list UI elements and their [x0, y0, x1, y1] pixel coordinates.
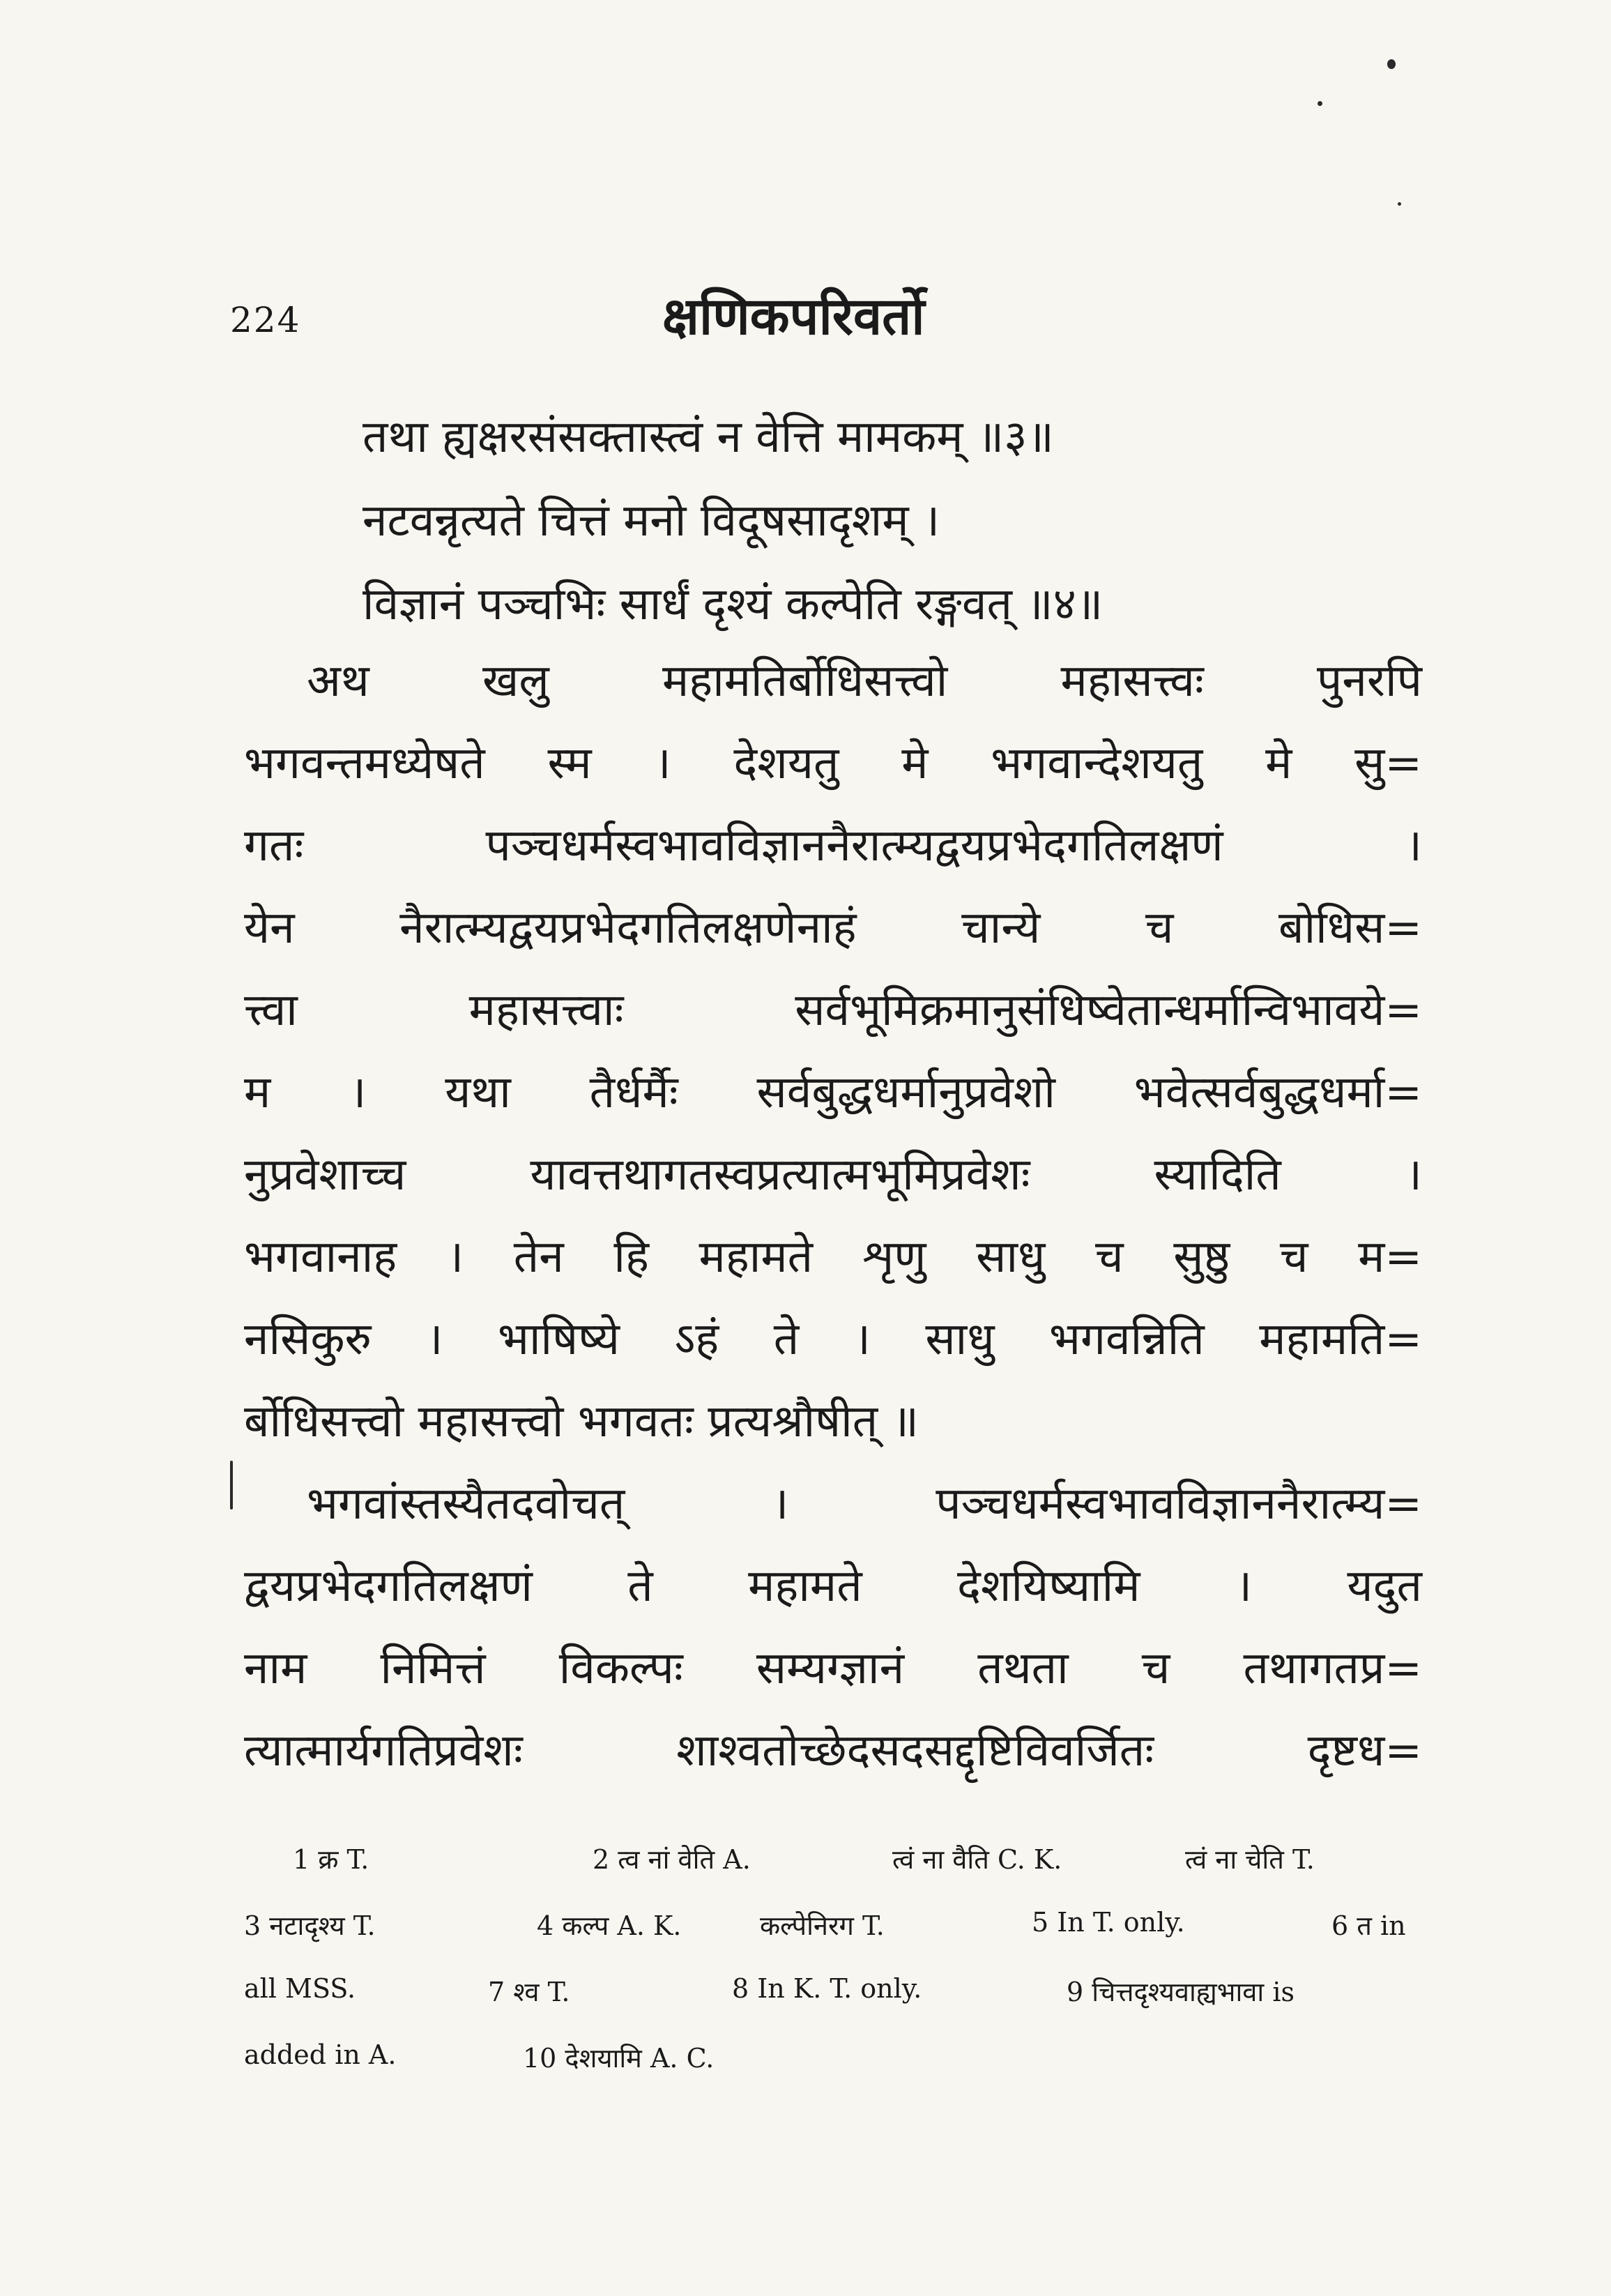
footnote: all MSS. [244, 1973, 356, 2004]
text-line: त्त्वा महासत्त्वाः सर्वभूमिक्रमानुसंधिष्वेतान्धर्मान्विभावये= [244, 984, 1422, 1036]
text-line: अथ खलु महामतिर्बोधिसत्त्वो महासत्त्वः पुनरपि [307, 655, 1422, 707]
footnote: 3 नटादृश्य T. [244, 1910, 376, 1941]
running-title: क्षणिकपरिवर्तो [662, 287, 925, 347]
footnote: कल्पेनिरग T. [760, 1910, 885, 1941]
footnote: 1 क्र T. [293, 1844, 369, 1875]
text-line: भगवानाह । तेन हि महामते शृणु साधु च सुष्ठु च म= [244, 1231, 1422, 1283]
footnote: 9 चित्तदृश्यवाह्यभावा is [1067, 1977, 1295, 2007]
footnote: 7 श्व T. [488, 1977, 570, 2007]
footnote: 5 In T. only. [1032, 1907, 1185, 1938]
text-line: नुप्रवेशाच्च यावत्तथागतस्वप्रत्यात्मभूमिप्रवेशः स्यादिति । [244, 1149, 1422, 1201]
text-line: नाम निमित्तं विकल्पः सम्यग्ज्ञानं तथता च तथागतप्र= [244, 1643, 1422, 1694]
footnote: 10 देशयामि A. C. [523, 2043, 715, 2074]
page-header [230, 279, 1429, 356]
footnote: 4 कल्प A. K. [537, 1910, 682, 1941]
footnote: 2 त्व नां वेति A. [593, 1844, 751, 1875]
text-line: येन नैरात्म्यद्वयप्रभेदगतिलक्षणेनाहं चान्ये च बोधिस= [244, 902, 1422, 954]
text-line: नसिकुरु । भाषिष्ये ऽहं ते । साधु भगवन्निति महामति= [244, 1314, 1422, 1365]
footnote: त्वं ना चेति T. [1185, 1844, 1315, 1875]
print-speck [1398, 202, 1401, 206]
text-line: गतः पञ्चधर्मस्वभावविज्ञाननैरात्म्यद्वयप्रभेदगतिलक्षणं । [244, 820, 1422, 872]
footnote: 8 In K. T. only. [732, 1973, 922, 2004]
footnote: त्वं ना वैति C. K. [892, 1844, 1062, 1875]
text-line: भगवांस्तस्यैतदवोचत् । पञ्चधर्मस्वभावविज्ञाननैरात्म्य= [307, 1478, 1422, 1530]
text-line: भगवन्तमध्येषते स्म । देशयतु मे भगवान्देशयतु मे सु= [244, 738, 1422, 789]
footnote: added in A. [244, 2039, 397, 2070]
verse-line: विज्ञानं पञ्चभिः सार्धं दृश्यं कल्पेति रङ्गवत् ॥४॥ [362, 579, 1104, 630]
verse-line: तथा ह्यक्षरसंसक्तास्त्वं न वेत्ति मामकम् ॥३॥ [362, 411, 1054, 463]
verse-line: नटवन्नृत्यते चित्तं मनो विदूषसादृशम् । [362, 495, 940, 547]
print-speck [1318, 101, 1322, 106]
page-number: 224 [230, 300, 301, 340]
print-speck [1387, 59, 1396, 69]
text-line: र्बोधिसत्त्वो महासत्त्वो भगवतः प्रत्यश्रौषीत् ॥ [244, 1396, 919, 1447]
text-line: द्वयप्रभेदगतिलक्षणं ते महामते देशयिष्यामि । यदुत [244, 1560, 1422, 1612]
text-line: त्यात्मार्यगतिप्रवेशः शाश्वतोच्छेदसदसद्दृष्टिविवर्जितः दृष्टध= [244, 1725, 1422, 1777]
print-speck [230, 1461, 233, 1510]
text-line: म । यथा तैर्धर्मैः सर्वबुद्धधर्मानुप्रवेशो भवेत्सर्वबुद्धधर्मा= [244, 1067, 1422, 1118]
footnote: 6 त in [1331, 1910, 1406, 1941]
